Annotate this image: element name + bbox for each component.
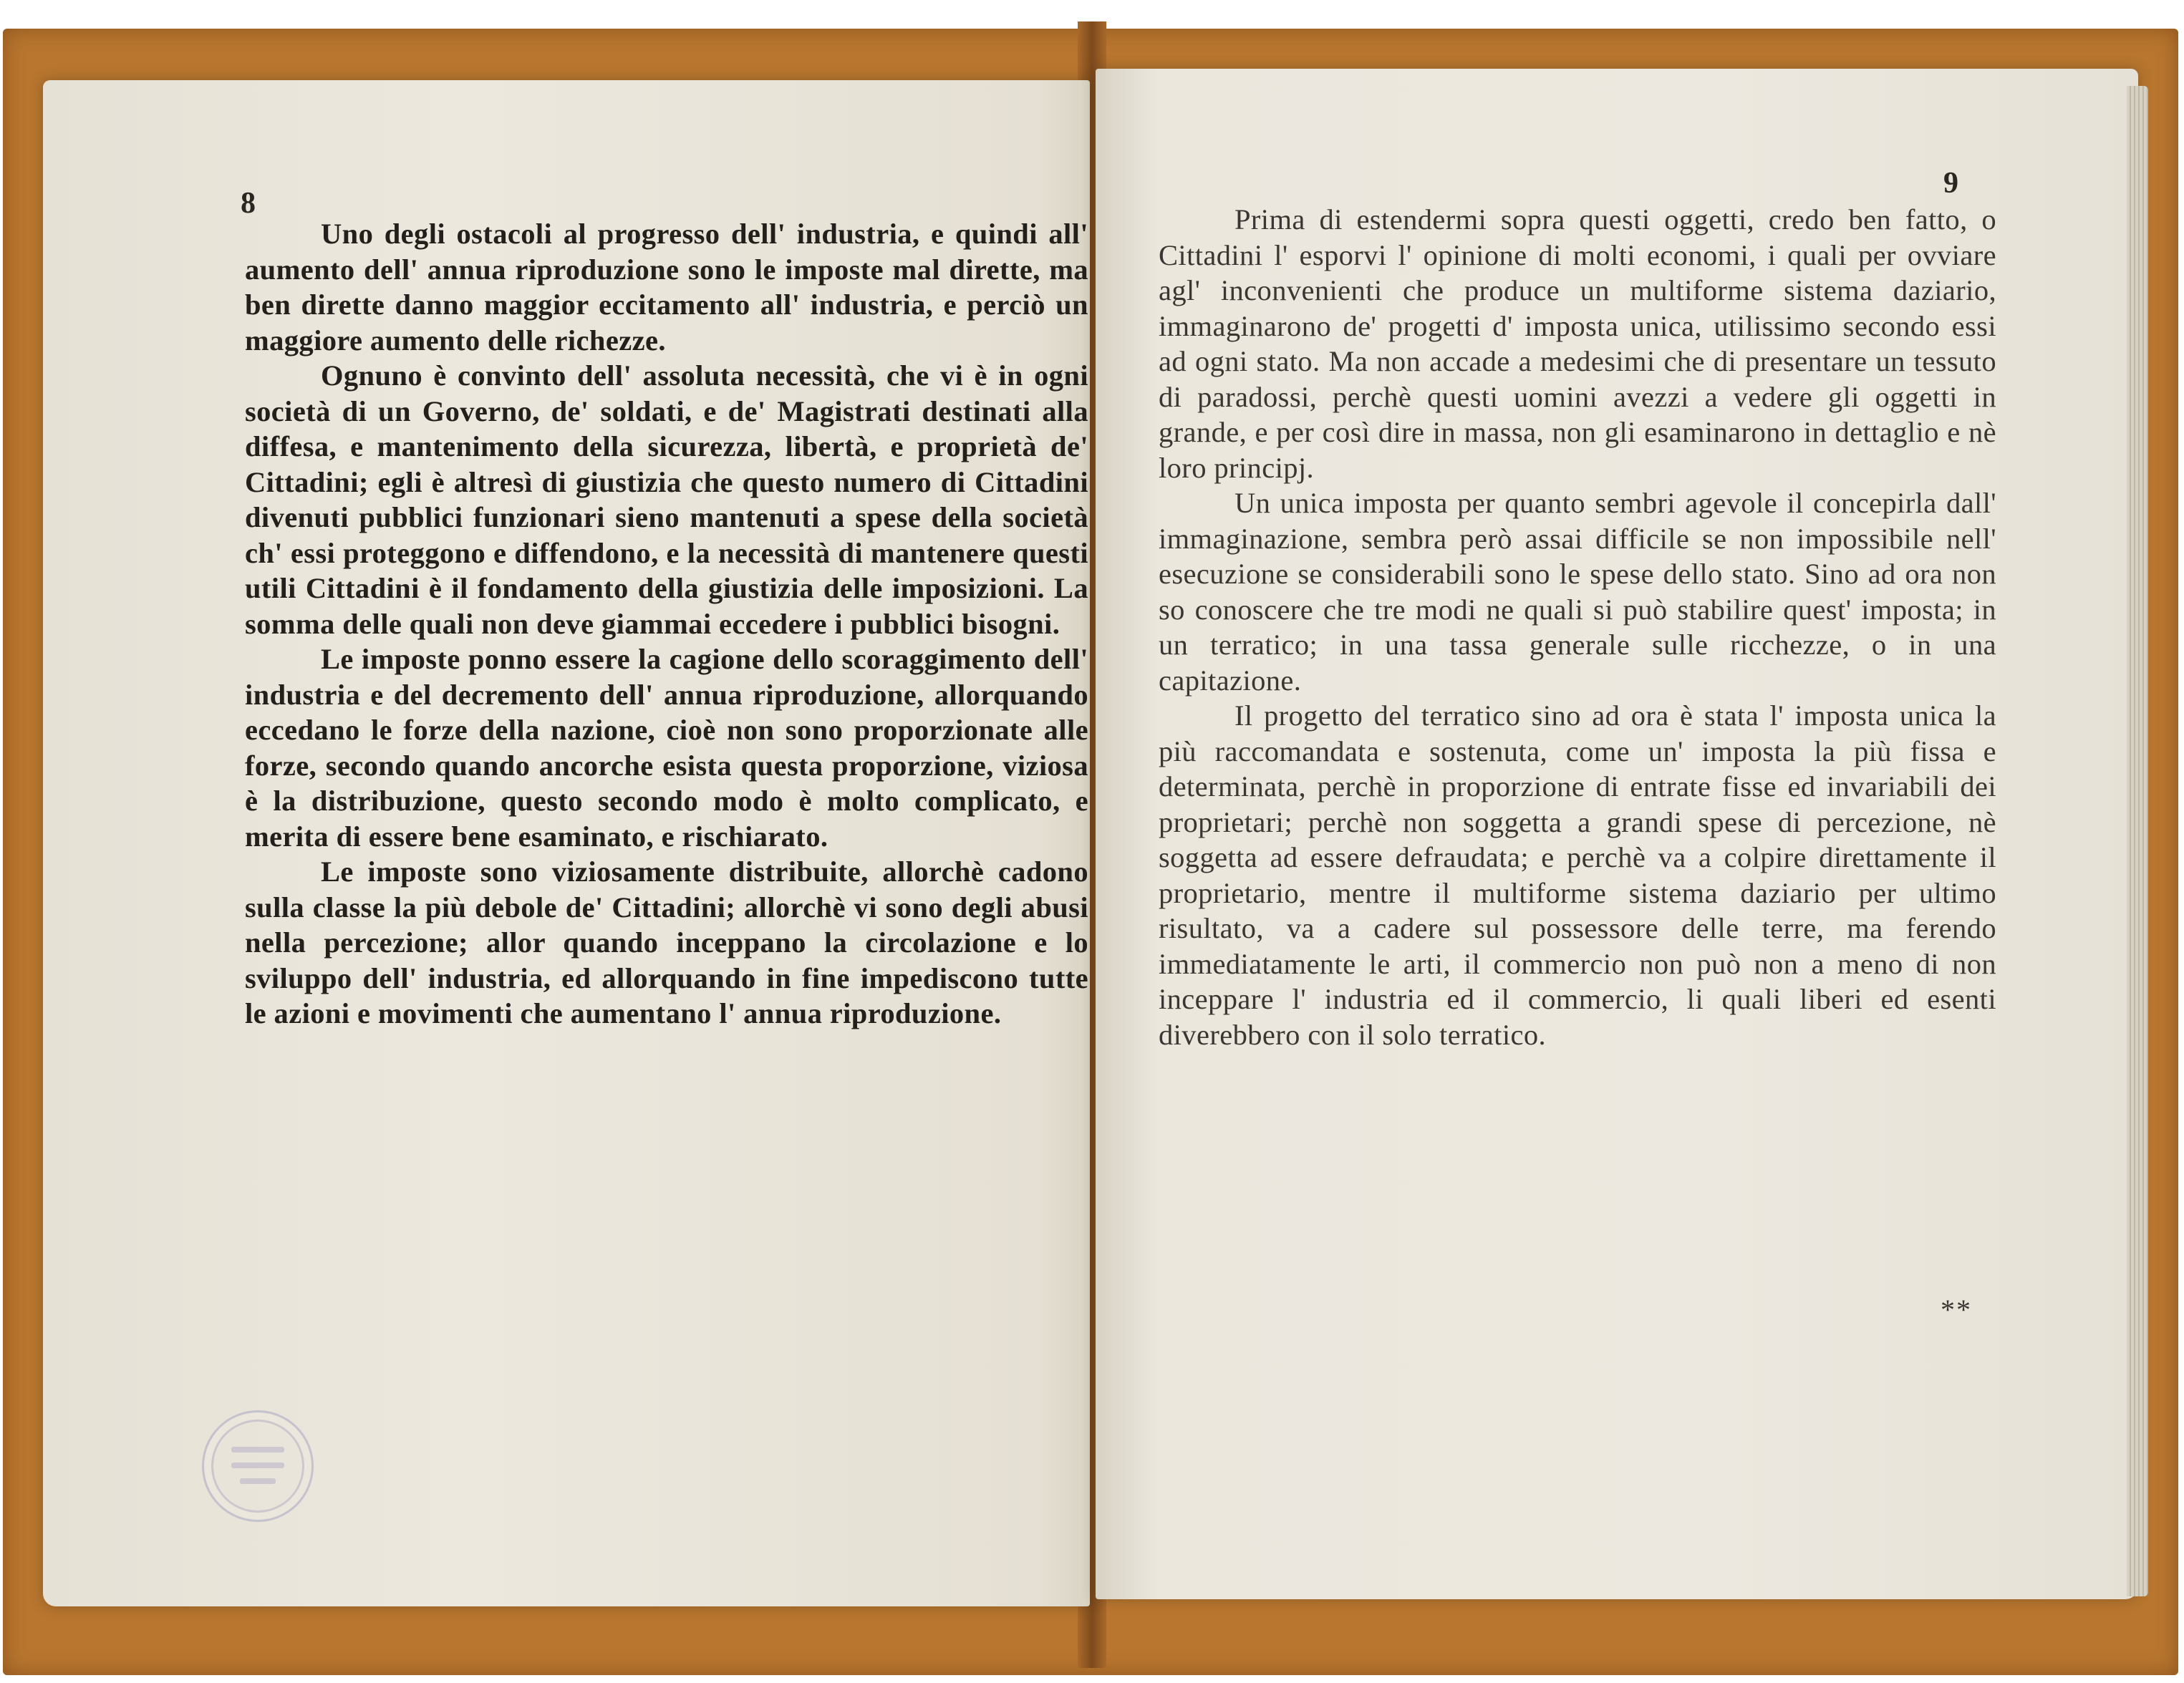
right-page-text [1159, 202, 1996, 1052]
page-edges [2127, 86, 2148, 1596]
paragraph: Un unica imposta per quanto sembri agevole il concepirla dall' immaginazione, sembra però assai difficile se non impossibile nell' esecuzione se considerabili sono le spese dello stato. Sino ad ora non so conoscere che tre modi ne quali si può stabilire quest' imposta; in un terratico; in una tassa generale sulle ricchezze, o in una capitazione. [1159, 487, 1996, 697]
library-stamp [202, 1410, 314, 1522]
left-page-text [245, 216, 1088, 1032]
paragraph: Le imposte ponno essere la cagione dello scoraggimento dell' industria e del decremento dell' annua riproduzione, allorquando eccedano le forze della nazione, cioè non sono proporzionate alle forze, secondo quando ancorche esista questa proporzione, viziosa è la distribuzione, questo secondo modo è molto complicato, e merita di essere bene esaminato, e rischiarato. [245, 643, 1088, 853]
page-number: 9 [1943, 167, 1958, 200]
right-page [1096, 69, 2138, 1599]
paragraph: Il progetto del terratico sino ad ora è stata l' imposta unica la più raccomandata e sostenuta, come un' imposta la più fissa e determinata, perchè in proporzione di entrate fisse ed invariabili dei proprietari; perchè non soggetta a grandi spese di percezione, nè soggetta ad essere defraudata; e perchè va a colpire direttamente il proprietario, mentre il multiforme sistema daziario per ultimo risultato, va a cadere sul possessore delle terre, ma ferendo immediatamente le arti, il commercio non può non a meno di non inceppare l' industria ed il commercio, li quali liberi ed esenti diverebbero con il solo terratico. [1159, 699, 1996, 1051]
paragraph: Le imposte sono viziosamente distribuite, allorchè cadono sulla classe la più debole de' Cittadini; allorchè vi sono degli abusi nella percezione; allor quando inceppano la circolazione e lo sviluppo dell' industria, ed allorquando in fine impediscono tutte le azioni e movimenti che aumentano l' annua riproduzione. [245, 855, 1088, 1029]
paragraph: Uno degli ostacoli al progresso dell' industria, e quindi all' aumento dell' annua riproduzione sono le imposte mal dirette, ma ben dirette danno maggior eccitamento all' industria, e perciò un maggiore aumento delle richezze. [245, 218, 1088, 357]
paragraph: Prima di estendermi sopra questi oggetti, credo ben fatto, o Cittadini l' esporvi l' opinione di molti economi, i quali per ovviare agl' inconvenienti che produce un multiforme sistema daziario, immaginarono de' progetti d' imposta unica, utilissimo secondo essi ad ogni stato. Ma non accade a medesimi che di presentare un tessuto di paradossi, perchè questi uomini avezzi a vedere gli oggetti in grande, e per così dire in massa, non gli esaminarono in dettaglio e nè loro principj. [1159, 203, 1996, 484]
page-number: 8 [241, 187, 256, 220]
left-page [43, 80, 1090, 1606]
paragraph: Ognuno è convinto dell' assoluta necessità, che vi è in ogni società di un Governo, de' soldati, e de' Magistrati destinati alla diffesa, e mantenimento della sicurezza, libertà, e proprietà de' Cittadini; egli è altresì di giustizia che questo numero di Cittadini divenuti pubblici funzionari sieno mantenuti a spese della società ch' essi proteggono e diffendono, e la necessità di mantenere questi utili Cittadini è il fondamento della giustizia delle imposizioni. La somma delle quali non deve giammai eccedere i pubblici bisogni. [245, 359, 1088, 640]
signature-mark: ** [1941, 1294, 1972, 1326]
